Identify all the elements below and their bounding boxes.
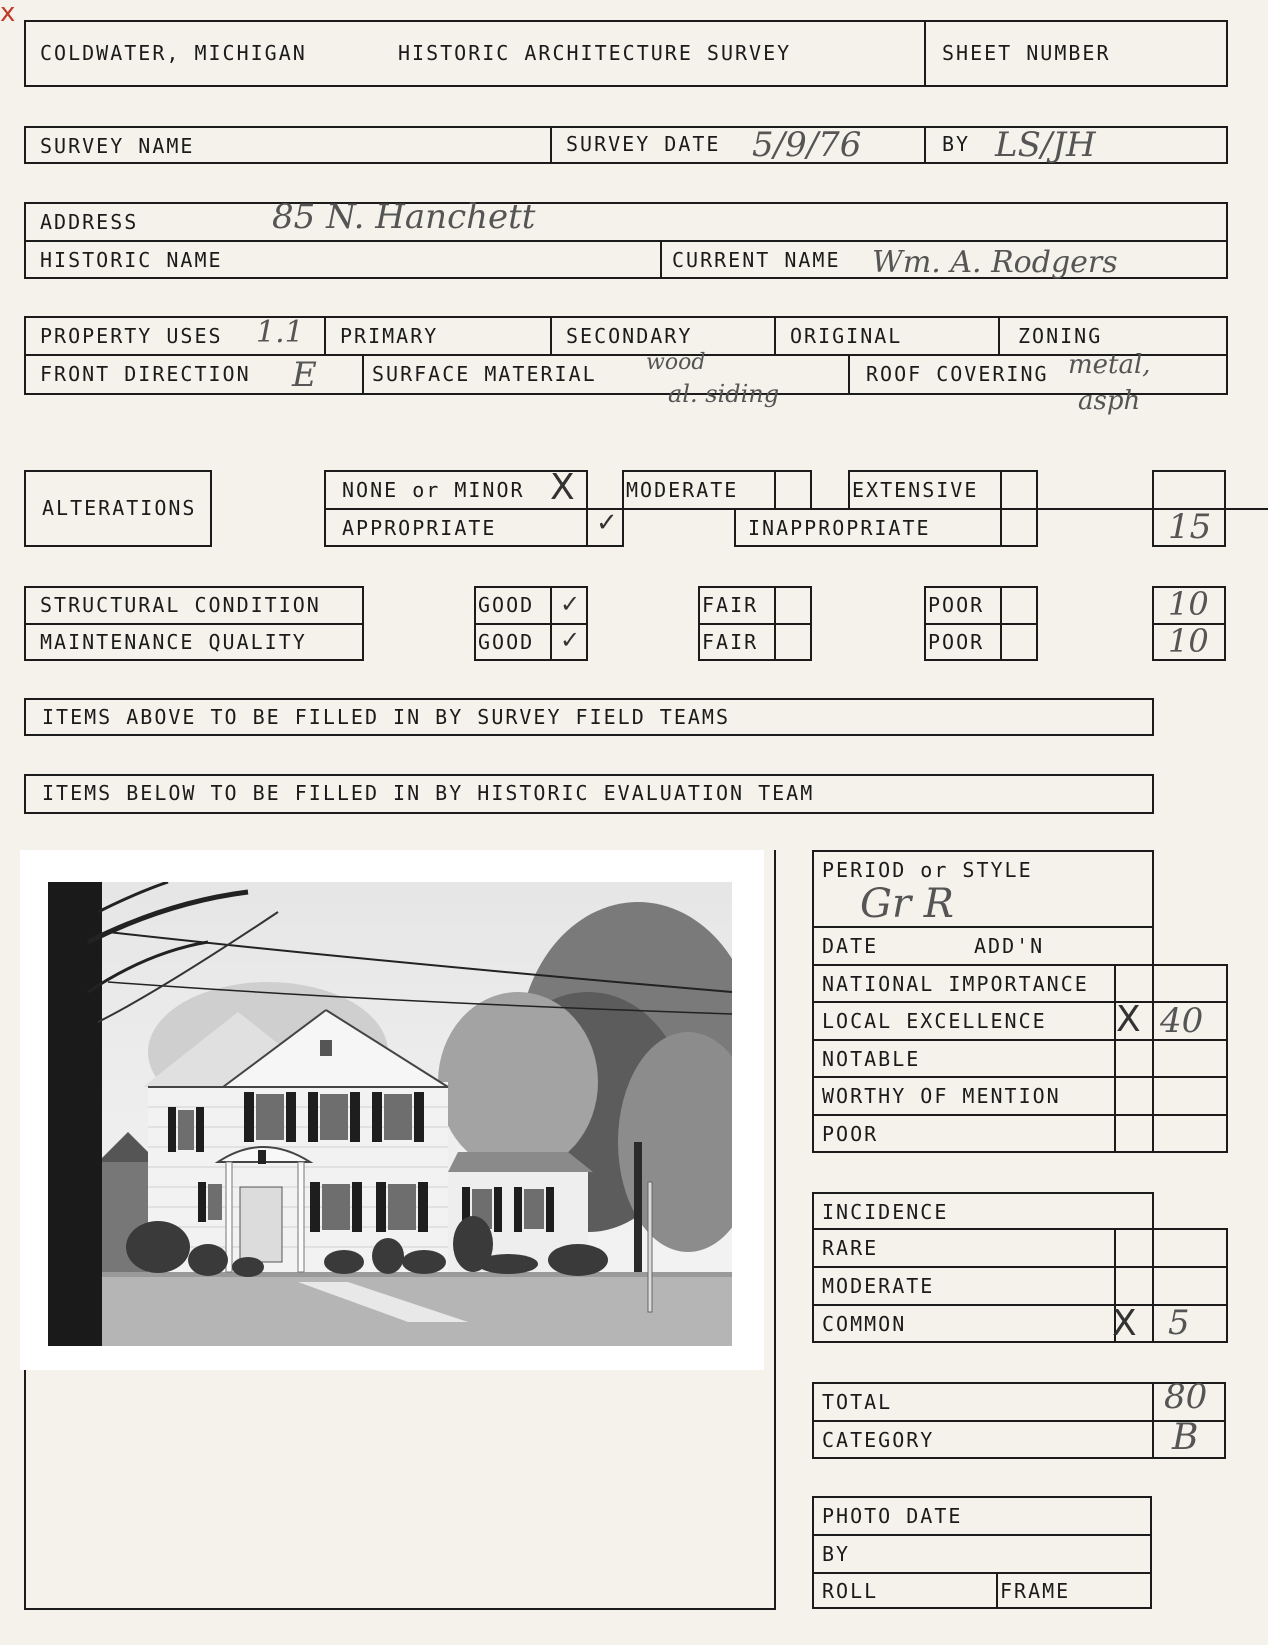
national-importance-label: NATIONAL IMPORTANCE	[822, 972, 1089, 996]
roof-covering-value-2: asph	[1078, 386, 1141, 416]
structural-fair: FAIR	[702, 593, 759, 617]
structural-condition-label: STRUCTURAL CONDITION	[40, 593, 321, 617]
property-uses-value: 1.1	[256, 315, 304, 350]
alt-appropriate: APPROPRIATE	[342, 516, 497, 540]
current-name-value: Wm. A. Rodgers	[872, 245, 1118, 280]
category-value: B	[1172, 1417, 1199, 1458]
note-below: ITEMS BELOW TO BE FILLED IN BY HISTORIC EVALUATION TEAM	[42, 781, 815, 805]
maintenance-fair: FAIR	[702, 630, 759, 654]
local-excellence-label: LOCAL EXCELLENCE	[822, 1009, 1047, 1033]
surface-material-label: SURFACE MATERIAL	[372, 362, 597, 386]
incidence-moderate-label: MODERATE	[822, 1274, 935, 1298]
period-style-value: Gr R	[860, 881, 954, 927]
structural-good-mark: ✓	[560, 590, 581, 618]
local-excellence-score: 40	[1160, 1001, 1204, 1041]
alt-appropriate-mark: ✓	[596, 508, 618, 538]
survey-by-value: LS/JH	[995, 125, 1096, 165]
structural-poor: POOR	[928, 593, 985, 617]
period-style-label: PERIOD or STYLE	[822, 858, 1033, 882]
survey-date-value: 5/9/76	[752, 125, 862, 165]
zoning-label: ZONING	[1018, 324, 1103, 348]
front-direction-label: FRONT DIRECTION	[40, 362, 251, 386]
sheet-number-label: SHEET NUMBER	[942, 41, 1111, 65]
rare-label: RARE	[822, 1236, 879, 1260]
frame-label: FRAME	[1000, 1579, 1071, 1603]
maintenance-good-mark: ✓	[560, 626, 581, 654]
maintenance-quality-label: MAINTENANCE QUALITY	[40, 630, 307, 654]
corner-mark: x	[0, 0, 16, 28]
common-mark: X	[1112, 1303, 1137, 1344]
address-label: ADDRESS	[40, 210, 139, 234]
alt-moderate: MODERATE	[626, 478, 739, 502]
structural-good: GOOD	[478, 593, 535, 617]
category-label: CATEGORY	[822, 1428, 935, 1452]
alt-none-minor-mark: X	[550, 467, 575, 508]
incidence-label: INCIDENCE	[822, 1200, 949, 1224]
alterations-label: ALTERATIONS	[42, 496, 197, 520]
primary-label: PRIMARY	[340, 324, 439, 348]
current-name-label: CURRENT NAME	[672, 248, 841, 272]
poor-label: POOR	[822, 1122, 879, 1146]
total-label: TOTAL	[822, 1390, 893, 1414]
roof-covering-label: ROOF COVERING	[866, 362, 1049, 386]
property-uses-label: PROPERTY USES	[40, 324, 223, 348]
survey-date-label: SURVEY DATE	[566, 132, 721, 156]
roll-label: ROLL	[822, 1579, 879, 1603]
local-excellence-mark: X	[1116, 999, 1141, 1040]
header-title: HISTORIC ARCHITECTURE SURVEY	[398, 41, 792, 65]
common-score: 5	[1168, 1303, 1190, 1343]
alt-extensive: EXTENSIVE	[852, 478, 979, 502]
maintenance-poor: POOR	[928, 630, 985, 654]
total-value: 80	[1164, 1377, 1208, 1417]
maintenance-score: 10	[1168, 622, 1209, 660]
front-direction-value: E	[292, 355, 317, 395]
alterations-score: 15	[1168, 507, 1212, 547]
address-value: 85 N. Hanchett	[272, 197, 536, 237]
alt-inappropriate: INAPPROPRIATE	[748, 516, 931, 540]
addn-label: ADD'N	[974, 934, 1045, 958]
roof-covering-value-1: metal,	[1068, 350, 1151, 380]
surface-material-value-2: al. siding	[668, 380, 780, 408]
historic-name-label: HISTORIC NAME	[40, 248, 223, 272]
house-photo	[20, 850, 764, 1370]
note-above: ITEMS ABOVE TO BE FILLED IN BY SURVEY FIELD TEAMS	[42, 705, 731, 729]
photo-by-label: BY	[822, 1542, 851, 1566]
worthy-of-mention-label: WORTHY OF MENTION	[822, 1084, 1061, 1108]
alt-none-minor: NONE or MINOR	[342, 478, 525, 502]
structural-score: 10	[1168, 585, 1209, 623]
date-label: DATE	[822, 934, 879, 958]
original-label: ORIGINAL	[790, 324, 903, 348]
photo-date-label: PHOTO DATE	[822, 1504, 963, 1528]
surface-material-value-1: wood	[646, 350, 706, 375]
survey-by-label: BY	[942, 132, 971, 156]
notable-label: NOTABLE	[822, 1047, 921, 1071]
survey-name-label: SURVEY NAME	[40, 134, 195, 158]
common-label: COMMON	[822, 1312, 907, 1336]
header-city: COLDWATER, MICHIGAN	[40, 41, 307, 65]
maintenance-good: GOOD	[478, 630, 535, 654]
secondary-label: SECONDARY	[566, 324, 693, 348]
